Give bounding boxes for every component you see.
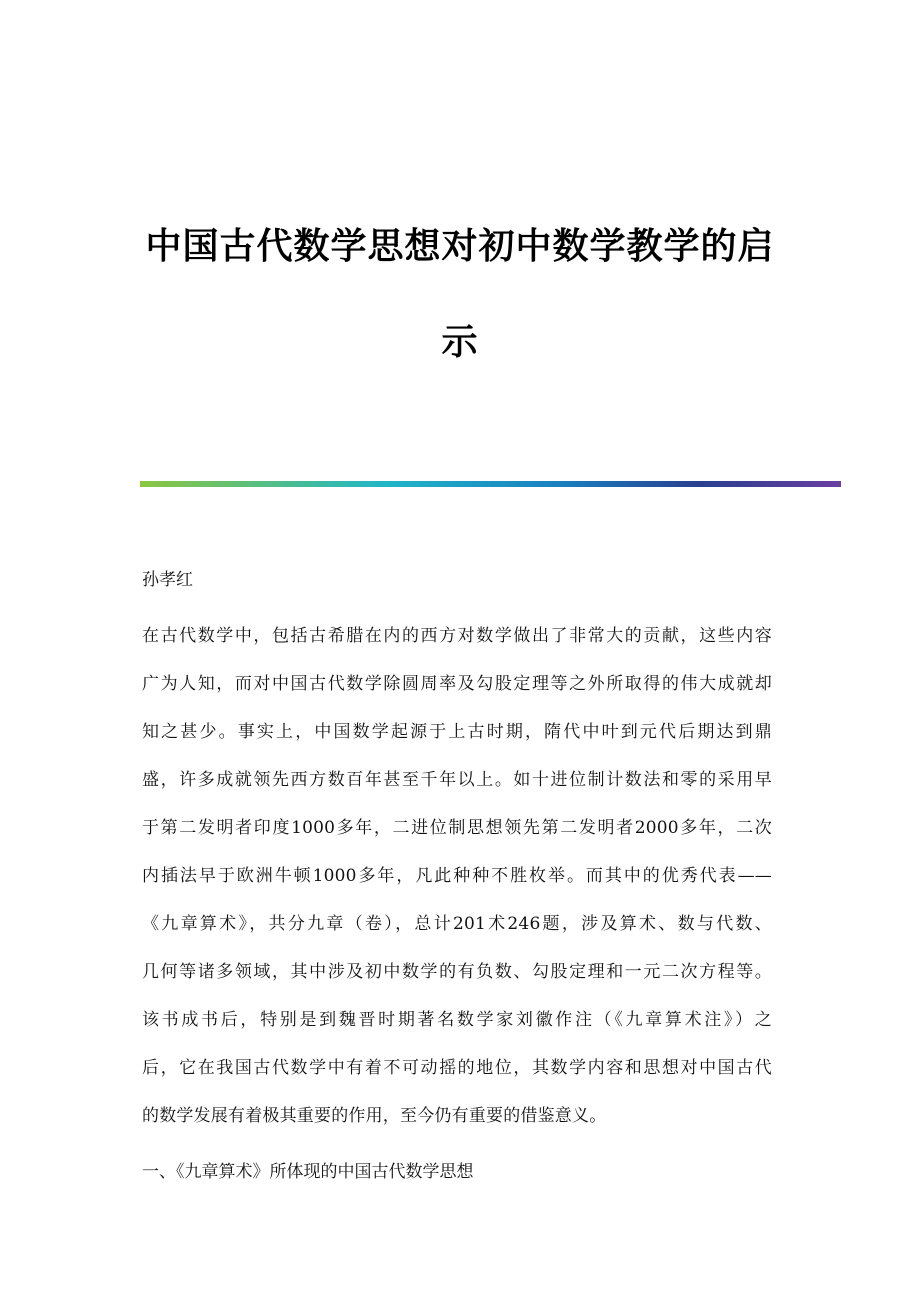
paragraph-line: 《九章算术》，共分九章（卷），总计201术246题，涉及算术、数与代数、 <box>142 914 772 934</box>
document-title-line-1: 中国古代数学思想对初中数学教学的启 <box>145 226 775 267</box>
paragraph-line: 知之甚少。事实上，中国数学起源于上古时期，隋代中叶到元代后期达到鼎 <box>142 722 772 742</box>
paragraph-line: 该书成书后，特别是到魏晋时期著名数学家刘徽作注（《九章算术注》）之 <box>142 1010 772 1030</box>
paragraph-line: 广为人知，而对中国古代数学除圆周率及勾股定理等之外所取得的伟大成就却 <box>142 674 772 694</box>
document-title-line-2: 示 <box>441 322 479 363</box>
paragraph-line: 内插法早于欧洲牛顿1000多年，凡此种种不胜枚举。而其中的优秀代表—— <box>142 866 772 886</box>
gradient-divider <box>140 481 841 487</box>
paragraph-line: 盛，许多成就领先西方数百年甚至千年以上。如十进位制计数法和零的采用早 <box>142 770 772 790</box>
paragraph-line: 在古代数学中，包括古希腊在内的西方对数学做出了非常大的贡献，这些内容 <box>142 626 772 646</box>
paragraph-line: 的数学发展有着极其重要的作用，至今仍有重要的借鉴意义。 <box>142 1106 607 1126</box>
paragraph-line: 于第二发明者印度1000多年，二进位制思想领先第二发明者2000多年，二次 <box>142 818 772 838</box>
author-name: 孙孝红 <box>142 570 193 590</box>
section-heading: 一、《九章算术》所体现的中国古代数学思想 <box>142 1162 474 1182</box>
body-paragraph <box>142 622 772 1150</box>
paragraph-line: 后，它在我国古代数学中有着不可动摇的地位，其数学内容和思想对中国古代 <box>142 1058 772 1078</box>
paragraph-line: 几何等诸多领域，其中涉及初中数学的有负数、勾股定理和一元二次方程等。 <box>142 962 772 982</box>
